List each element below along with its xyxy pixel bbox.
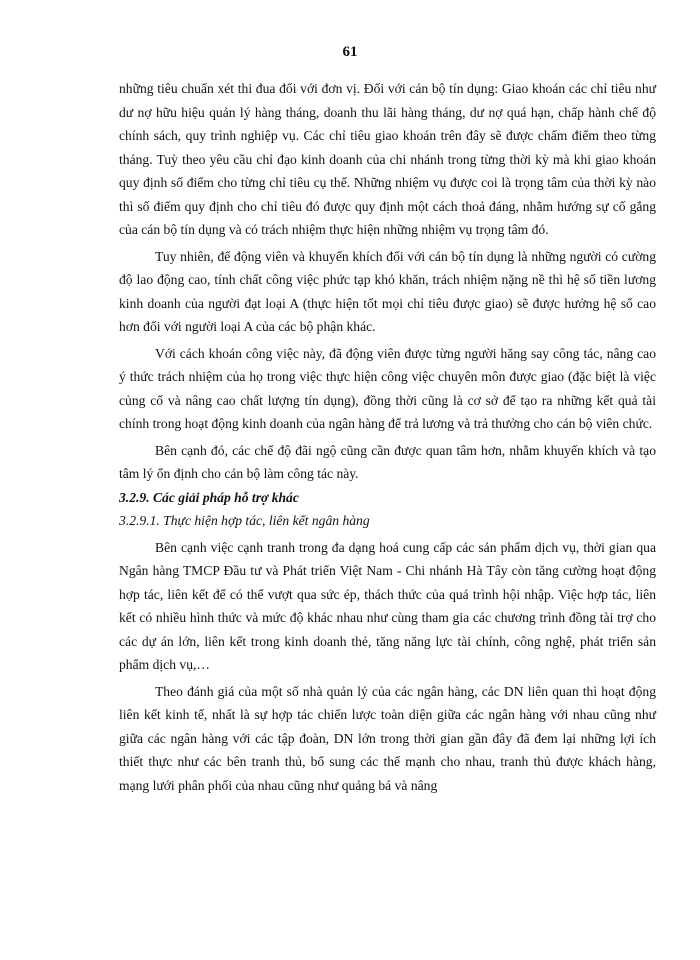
document-body [119,77,656,797]
paragraph: Theo đánh giá của một số nhà quản lý của các ngân hàng, các DN liên quan thì hoạt động liên kết kinh tế, nhất là sự hợp tác chiến lược toàn diện giữa các ngân hàng với nhau cũng như giữa các ngân hàng với các tập đoàn, DN lớn trong thời gian gần đây đã đem lại những lợi ích thiết thực như các bên tranh thủ, bổ sung các thế mạnh cho nhau, tranh thủ được khách hàng, mạng lưới phân phối của nhau cũng như quảng bá và nâng [119,683,656,793]
section-heading: 3.2.9. Các giải pháp hỗ trợ khác [119,489,299,505]
subsection-heading: 3.2.9.1. Thực hiện hợp tác, liên kết ngân hàng [119,513,370,528]
paragraph: Bên cạnh việc cạnh tranh trong đa dạng hoá cung cấp các sản phẩm dịch vụ, thời gian qua Ngân hàng TMCP Đầu tư và Phát triển Việt Nam - Chi nhánh Hà Tây còn tăng cường hoạt động hợp tác, liên kết để có thể vượt qua sức ép, thách thức của quá trình hội nhập. Việc hợp tác, liên kết có nhiều hình thức và mức độ khác nhau như cùng tham gia các chương trình đồng tài trợ cho các dự án lớn, liên kết trong kinh doanh thẻ, tăng năng lực tài chính, công nghệ, phát triển sản phẩm dịch vụ,… [119,539,656,672]
paragraph: Bên cạnh đó, các chế độ đãi ngộ cũng cần được quan tâm hơn, nhằm khuyến khích và tạo tâm lý ổn định cho cán bộ làm công tác này. [119,442,656,481]
paragraph-continued: những tiêu chuẩn xét thi đua đối với đơn vị. Đối với cán bộ tín dụng: Giao khoán các chỉ tiêu như dư nợ hữu hiệu quản lý hàng tháng, doanh thu lãi hàng tháng, dư nợ quá hạn, chấp hành chế độ chính sách, quy trình nghiệp vụ. Các chỉ tiêu giao khoán trên đây sẽ được chấm điểm theo từng tháng. Tuỳ theo yêu cầu chỉ đạo kinh doanh của chi nhánh trong từng thời kỳ mà khi giao khoán quy định số điểm cho từng chỉ tiêu cụ thể. Những nhiệm vụ được coi là trọng tâm của thời kỳ nào thì số điểm quy định cho chỉ tiêu đó được quy định một cách thoả đáng, nhằm hướng sự cố gắng của cán bộ tín dụng và có trách nhiệm thực hiện những nhiệm vụ trọng tâm đó. [119,81,656,237]
paragraph: Tuy nhiên, để động viên và khuyến khích đối với cán bộ tín dụng là những người có cường độ lao động cao, tính chất công việc phức tạp khó khăn, trách nhiệm nặng nề thì hệ số tiền lương kinh doanh của người đạt loại A (thực hiện tốt mọi chỉ tiêu được giao) sẽ được hưởng hệ số cao hơn đối với người loại A của các bộ phận khác. [119,248,656,334]
page-number: 61 [342,44,358,60]
paragraph: Với cách khoán công việc này, đã động viên được từng người hăng say công tác, nâng cao ý thức trách nhiệm của họ trong việc thực hiện công việc chuyên môn được giao (đặc biệt là việc củng cố và nâng cao chất lượng tín dụng), đồng thời cũng là cơ sở để tạo ra những kết quả tài chính trong hoạt động kinh doanh của ngân hàng để trả lương và trả thưởng cho cán bộ viên chức. [119,345,656,431]
